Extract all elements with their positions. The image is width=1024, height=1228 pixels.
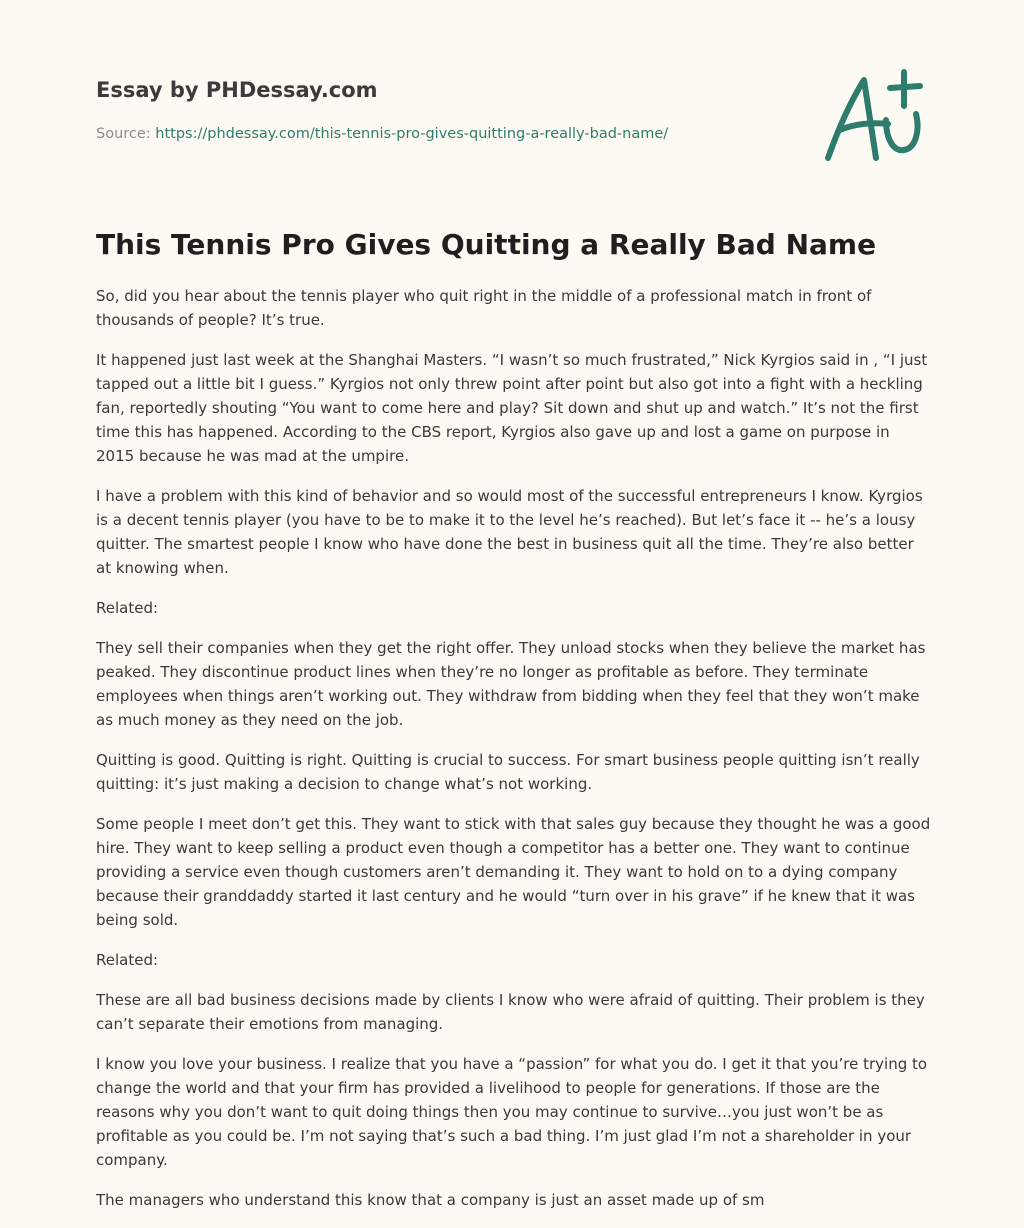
article-paragraph: It happened just last week at the Shanghai Masters. “I wasn’t so much frustrated,” Nick Kyrgios said in , “I just tapped out a little bit I guess.” Kyrgios not only threw point after point but also got into a fight with a heckling fan, reportedly shouting “You want to come here and play? Sit down and shut up and watch.” It’s not the first time this has happened. According to the CBS report, Kyrgios also gave up and lost a game on purpose in 2015 because he was mad at the umpire. bbox=[96, 351, 928, 465]
source-line bbox=[96, 124, 796, 144]
article-paragraph: These are all bad business decisions made by clients I know who were afraid of quitting. Their problem is they can’t separate their emotions from managing. bbox=[96, 991, 925, 1033]
related-label: Related: bbox=[96, 951, 159, 969]
page-header bbox=[96, 76, 796, 144]
article-title: This Tennis Pro Gives Quitting a Really Bad Name bbox=[96, 228, 877, 261]
source-link[interactable]: https://phdessay.com/this-tennis-pro-gives-quitting-a-really-bad-name/ bbox=[155, 126, 669, 142]
article-paragraph: I have a problem with this kind of behavior and so would most of the successful entrepreneurs I know. Kyrgios is a decent tennis player (you have to be to make it to the level he’s reached). But let’s face it -- he’s a lousy quitter. The smartest people I know who have done the best in business quit all the time. They’re also better at knowing when. bbox=[96, 487, 923, 577]
site-brand: Essay by PHDessay.com bbox=[96, 78, 378, 102]
article-body bbox=[96, 284, 932, 1228]
article-paragraph: I know you love your business. I realize that you have a “passion” for what you do. I get it that you’re trying to change the world and that your firm has provided a livelihood to people for generations. If those are the reasons why you don’t want to quit doing things then you may continue to survive…you just won’t be as profitable as you could be. I’m not saying that’s such a bad thing. I’m just glad I’m not a shareholder in your company. bbox=[96, 1055, 928, 1169]
article-paragraph: Some people I meet don’t get this. They want to stick with that sales guy because they thought he was a good hire. They want to keep selling a product even though a competitor has a better one. They want to continue providing a service even though customers aren’t demanding it. They want to hold on to a dying company because their granddaddy started it last century and he would “turn over in his grave” if he knew that it was being sold. bbox=[96, 815, 931, 929]
source-label: Source: bbox=[96, 126, 151, 142]
article-paragraph: Quitting is good. Quitting is right. Quitting is crucial to success. For smart business people quitting isn’t really quitting: it’s just making a decision to change what’s not working. bbox=[96, 751, 920, 793]
related-label: Related: bbox=[96, 599, 159, 617]
article-paragraph-truncated: The managers who understand this know that a company is just an asset made up of sm bbox=[96, 1191, 765, 1209]
article-paragraph: So, did you hear about the tennis player who quit right in the middle of a professional match in front of thousands of people? It’s true. bbox=[96, 287, 872, 329]
article-paragraph: They sell their companies when they get the right offer. They unload stocks when they believe the market has peaked. They discontinue product lines when they’re no longer as profitable as before. They terminate employees when things aren’t working out. They withdraw from bidding when they feel that they won’t make as much money as they need on the job. bbox=[96, 639, 926, 729]
a-plus-grade-icon bbox=[820, 68, 930, 168]
